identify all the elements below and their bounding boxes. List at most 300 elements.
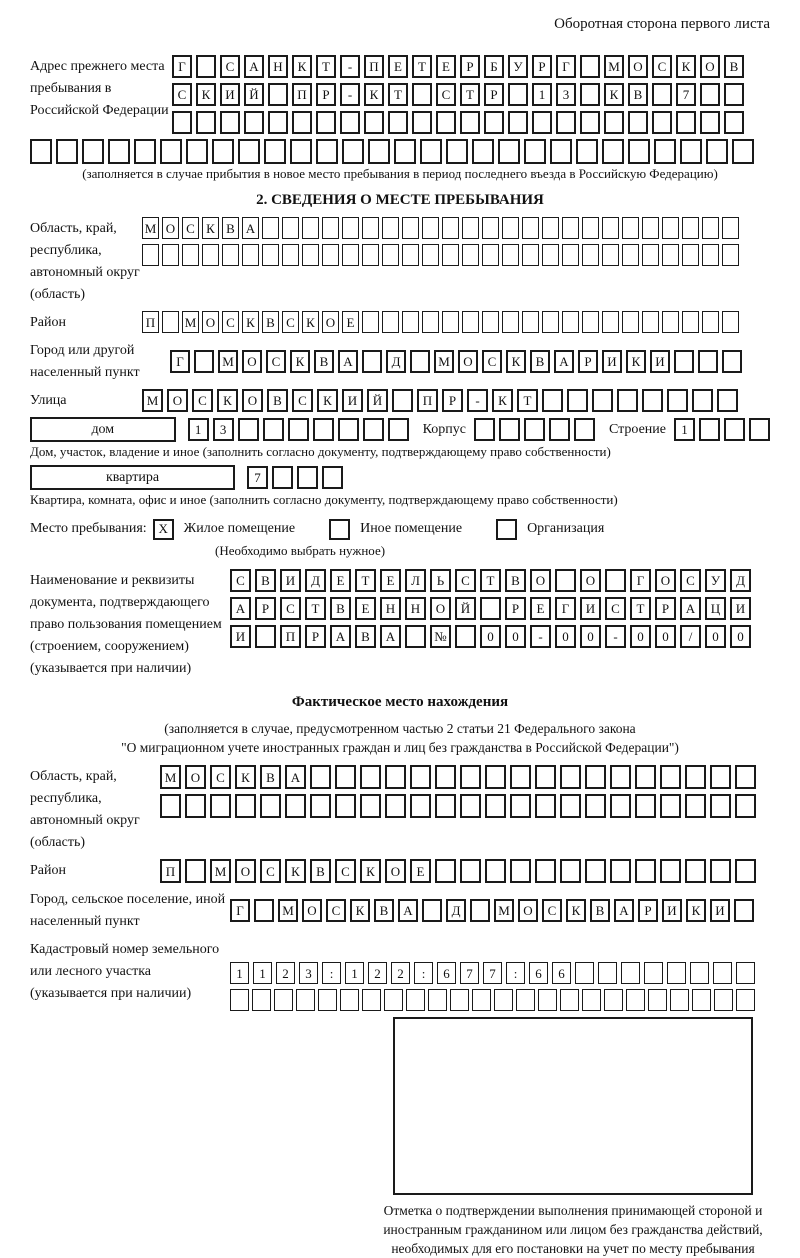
char-cell[interactable]	[264, 139, 286, 164]
char-cell[interactable]	[435, 765, 456, 789]
char-cell[interactable]	[230, 989, 249, 1011]
char-cell[interactable]: 6	[552, 962, 571, 984]
char-cell[interactable]: В	[590, 899, 610, 922]
house-number-row[interactable]	[188, 418, 409, 441]
cadastral-row2[interactable]	[230, 989, 755, 1011]
char-cell[interactable]: О	[167, 389, 188, 412]
char-cell[interactable]: А	[285, 765, 306, 789]
char-cell[interactable]	[162, 244, 179, 266]
char-cell[interactable]	[82, 139, 104, 164]
char-cell[interactable]	[196, 111, 216, 134]
char-cell[interactable]	[622, 244, 639, 266]
char-cell[interactable]	[446, 139, 468, 164]
char-cell[interactable]	[498, 139, 520, 164]
char-cell[interactable]	[412, 111, 432, 134]
char-cell[interactable]: Г	[555, 597, 576, 620]
char-cell[interactable]	[238, 139, 260, 164]
char-cell[interactable]	[235, 794, 256, 818]
char-cell[interactable]	[560, 765, 581, 789]
char-cell[interactable]: Т	[316, 55, 336, 78]
char-cell[interactable]: С	[230, 569, 251, 592]
char-cell[interactable]	[410, 794, 431, 818]
char-cell[interactable]	[685, 765, 706, 789]
char-cell[interactable]: С	[455, 569, 476, 592]
char-cell[interactable]	[363, 418, 384, 441]
char-cell[interactable]	[282, 244, 299, 266]
char-cell[interactable]	[562, 311, 579, 333]
char-cell[interactable]: Р	[484, 83, 504, 106]
char-cell[interactable]	[422, 899, 442, 922]
char-cell[interactable]: М	[218, 350, 238, 373]
region-row1[interactable]	[142, 217, 739, 239]
char-cell[interactable]: Г	[172, 55, 192, 78]
char-cell[interactable]: 1	[188, 418, 209, 441]
char-cell[interactable]: В	[222, 217, 239, 239]
char-cell[interactable]: Е	[530, 597, 551, 620]
char-cell[interactable]: К	[217, 389, 238, 412]
char-cell[interactable]: Е	[342, 311, 359, 333]
char-cell[interactable]	[549, 418, 570, 441]
char-cell[interactable]	[340, 111, 360, 134]
char-cell[interactable]: Т	[630, 597, 651, 620]
char-cell[interactable]	[322, 244, 339, 266]
char-cell[interactable]: 1	[253, 962, 272, 984]
char-cell[interactable]: С	[605, 597, 626, 620]
char-cell[interactable]: М	[142, 389, 163, 412]
char-cell[interactable]	[698, 350, 718, 373]
char-cell[interactable]	[575, 962, 594, 984]
char-cell[interactable]	[364, 111, 384, 134]
char-cell[interactable]	[602, 217, 619, 239]
char-cell[interactable]	[290, 139, 312, 164]
char-cell[interactable]	[162, 311, 179, 333]
char-cell[interactable]: В	[310, 859, 331, 883]
char-cell[interactable]	[382, 217, 399, 239]
char-cell[interactable]: :	[414, 962, 433, 984]
char-cell[interactable]: А	[242, 217, 259, 239]
char-cell[interactable]: С	[542, 899, 562, 922]
char-cell[interactable]: А	[330, 625, 351, 648]
char-cell[interactable]: С	[335, 859, 356, 883]
char-cell[interactable]	[412, 83, 432, 106]
char-cell[interactable]: К	[566, 899, 586, 922]
char-cell[interactable]: А	[230, 597, 251, 620]
char-cell[interactable]: Е	[410, 859, 431, 883]
char-cell[interactable]: М	[278, 899, 298, 922]
char-cell[interactable]: К	[302, 311, 319, 333]
char-cell[interactable]	[186, 139, 208, 164]
char-cell[interactable]: Е	[436, 55, 456, 78]
district-row[interactable]	[142, 311, 739, 333]
char-cell[interactable]: 7	[460, 962, 479, 984]
char-cell[interactable]	[360, 794, 381, 818]
char-cell[interactable]: В	[530, 350, 550, 373]
char-cell[interactable]: О	[242, 389, 263, 412]
char-cell[interactable]	[556, 111, 576, 134]
char-cell[interactable]	[462, 244, 479, 266]
char-cell[interactable]: К	[506, 350, 526, 373]
char-cell[interactable]	[285, 794, 306, 818]
char-cell[interactable]	[482, 244, 499, 266]
char-cell[interactable]: Р	[532, 55, 552, 78]
char-cell[interactable]	[185, 859, 206, 883]
char-cell[interactable]	[522, 217, 539, 239]
char-cell[interactable]	[542, 244, 559, 266]
char-cell[interactable]	[502, 244, 519, 266]
char-cell[interactable]: О	[530, 569, 551, 592]
char-cell[interactable]	[676, 111, 696, 134]
char-cell[interactable]	[706, 139, 728, 164]
char-cell[interactable]	[662, 311, 679, 333]
char-cell[interactable]	[644, 962, 663, 984]
char-cell[interactable]	[700, 111, 720, 134]
char-cell[interactable]	[410, 765, 431, 789]
char-cell[interactable]	[499, 418, 520, 441]
char-cell[interactable]	[322, 466, 343, 489]
char-cell[interactable]	[482, 311, 499, 333]
char-cell[interactable]	[302, 244, 319, 266]
region-row2[interactable]	[142, 244, 739, 266]
char-cell[interactable]: Ц	[705, 597, 726, 620]
char-cell[interactable]	[522, 311, 539, 333]
char-cell[interactable]	[724, 83, 744, 106]
char-cell[interactable]	[682, 311, 699, 333]
char-cell[interactable]	[474, 418, 495, 441]
char-cell[interactable]: И	[342, 389, 363, 412]
char-cell[interactable]	[580, 55, 600, 78]
char-cell[interactable]: М	[210, 859, 231, 883]
char-cell[interactable]	[442, 217, 459, 239]
char-cell[interactable]: О	[302, 899, 322, 922]
char-cell[interactable]	[667, 962, 686, 984]
confirmation-stamp-box[interactable]	[393, 1017, 753, 1195]
char-cell[interactable]	[362, 989, 381, 1011]
char-cell[interactable]	[508, 111, 528, 134]
char-cell[interactable]	[749, 418, 770, 441]
char-cell[interactable]	[268, 111, 288, 134]
char-cell[interactable]	[516, 989, 535, 1011]
char-cell[interactable]	[435, 859, 456, 883]
char-cell[interactable]	[460, 794, 481, 818]
char-cell[interactable]: О	[518, 899, 538, 922]
char-cell[interactable]: Е	[388, 55, 408, 78]
char-cell[interactable]: О	[628, 55, 648, 78]
char-cell[interactable]: В	[355, 625, 376, 648]
char-cell[interactable]	[502, 311, 519, 333]
char-cell[interactable]	[580, 83, 600, 106]
char-cell[interactable]	[313, 418, 334, 441]
char-cell[interactable]	[576, 139, 598, 164]
char-cell[interactable]: К	[202, 217, 219, 239]
char-cell[interactable]: К	[290, 350, 310, 373]
char-cell[interactable]: Р	[655, 597, 676, 620]
char-cell[interactable]: Г	[230, 899, 250, 922]
char-cell[interactable]: И	[220, 83, 240, 106]
char-cell[interactable]	[196, 55, 216, 78]
char-cell[interactable]: 3	[213, 418, 234, 441]
char-cell[interactable]: Л	[405, 569, 426, 592]
char-cell[interactable]	[262, 217, 279, 239]
fact-city-row[interactable]	[230, 899, 754, 922]
char-cell[interactable]	[538, 989, 557, 1011]
char-cell[interactable]	[622, 217, 639, 239]
char-cell[interactable]	[580, 111, 600, 134]
char-cell[interactable]	[297, 466, 318, 489]
char-cell[interactable]	[670, 989, 689, 1011]
char-cell[interactable]	[682, 244, 699, 266]
char-cell[interactable]: Е	[330, 569, 351, 592]
char-cell[interactable]: И	[710, 899, 730, 922]
char-cell[interactable]	[736, 962, 755, 984]
char-cell[interactable]: М	[142, 217, 159, 239]
char-cell[interactable]	[560, 989, 579, 1011]
char-cell[interactable]: А	[398, 899, 418, 922]
char-cell[interactable]: Р	[578, 350, 598, 373]
char-cell[interactable]	[574, 418, 595, 441]
char-cell[interactable]: 1	[230, 962, 249, 984]
char-cell[interactable]	[734, 899, 754, 922]
char-cell[interactable]	[604, 111, 624, 134]
char-cell[interactable]: 3	[299, 962, 318, 984]
char-cell[interactable]	[610, 859, 631, 883]
char-cell[interactable]	[316, 139, 338, 164]
char-cell[interactable]	[617, 389, 638, 412]
char-cell[interactable]	[560, 794, 581, 818]
char-cell[interactable]	[428, 989, 447, 1011]
char-cell[interactable]	[524, 139, 546, 164]
char-cell[interactable]: О	[185, 765, 206, 789]
char-cell[interactable]: С	[482, 350, 502, 373]
char-cell[interactable]: 7	[676, 83, 696, 106]
char-cell[interactable]: В	[628, 83, 648, 106]
char-cell[interactable]	[322, 217, 339, 239]
char-cell[interactable]	[185, 794, 206, 818]
char-cell[interactable]	[450, 989, 469, 1011]
char-cell[interactable]	[662, 217, 679, 239]
char-cell[interactable]: Н	[405, 597, 426, 620]
char-cell[interactable]: А	[554, 350, 574, 373]
char-cell[interactable]	[342, 217, 359, 239]
char-cell[interactable]: В	[724, 55, 744, 78]
char-cell[interactable]	[628, 139, 650, 164]
char-cell[interactable]: С	[652, 55, 672, 78]
char-cell[interactable]: К	[626, 350, 646, 373]
char-cell[interactable]: В	[314, 350, 334, 373]
char-cell[interactable]	[292, 111, 312, 134]
char-cell[interactable]	[605, 569, 626, 592]
char-cell[interactable]: К	[364, 83, 384, 106]
char-cell[interactable]: О	[202, 311, 219, 333]
char-cell[interactable]: 3	[556, 83, 576, 106]
prev-address-row2[interactable]	[172, 83, 744, 106]
char-cell[interactable]: О	[162, 217, 179, 239]
char-cell[interactable]	[642, 311, 659, 333]
char-cell[interactable]: П	[160, 859, 181, 883]
char-cell[interactable]	[510, 765, 531, 789]
char-cell[interactable]	[667, 389, 688, 412]
char-cell[interactable]	[242, 244, 259, 266]
char-cell[interactable]: О	[655, 569, 676, 592]
char-cell[interactable]	[210, 794, 231, 818]
char-cell[interactable]	[410, 350, 430, 373]
char-cell[interactable]: Т	[517, 389, 538, 412]
char-cell[interactable]	[592, 389, 613, 412]
char-cell[interactable]	[585, 859, 606, 883]
char-cell[interactable]: 1	[674, 418, 695, 441]
char-cell[interactable]	[288, 418, 309, 441]
char-cell[interactable]	[388, 418, 409, 441]
char-cell[interactable]	[562, 217, 579, 239]
char-cell[interactable]	[621, 962, 640, 984]
char-cell[interactable]: Д	[386, 350, 406, 373]
char-cell[interactable]: С	[280, 597, 301, 620]
char-cell[interactable]	[685, 859, 706, 883]
prev-address-row1[interactable]	[172, 55, 744, 78]
char-cell[interactable]	[692, 989, 711, 1011]
char-cell[interactable]	[335, 794, 356, 818]
char-cell[interactable]: И	[650, 350, 670, 373]
char-cell[interactable]: К	[292, 55, 312, 78]
char-cell[interactable]: С	[326, 899, 346, 922]
char-cell[interactable]: 0	[705, 625, 726, 648]
char-cell[interactable]	[535, 794, 556, 818]
char-cell[interactable]	[108, 139, 130, 164]
char-cell[interactable]: И	[602, 350, 622, 373]
char-cell[interactable]	[510, 794, 531, 818]
char-cell[interactable]: И	[662, 899, 682, 922]
char-cell[interactable]	[585, 794, 606, 818]
char-cell[interactable]	[405, 625, 426, 648]
char-cell[interactable]: 0	[630, 625, 651, 648]
char-cell[interactable]: К	[317, 389, 338, 412]
char-cell[interactable]: 0	[480, 625, 501, 648]
char-cell[interactable]	[255, 625, 276, 648]
char-cell[interactable]	[713, 962, 732, 984]
char-cell[interactable]	[460, 111, 480, 134]
char-cell[interactable]	[274, 989, 293, 1011]
char-cell[interactable]	[524, 418, 545, 441]
char-cell[interactable]: К	[492, 389, 513, 412]
char-cell[interactable]	[462, 311, 479, 333]
char-cell[interactable]	[682, 217, 699, 239]
char-cell[interactable]: В	[260, 765, 281, 789]
checkbox-other-premises[interactable]	[329, 519, 350, 540]
char-cell[interactable]	[394, 139, 416, 164]
char-cell[interactable]: П	[364, 55, 384, 78]
char-cell[interactable]: Г	[556, 55, 576, 78]
char-cell[interactable]	[296, 989, 315, 1011]
char-cell[interactable]: К	[350, 899, 370, 922]
char-cell[interactable]: Г	[630, 569, 651, 592]
char-cell[interactable]	[302, 217, 319, 239]
char-cell[interactable]	[470, 899, 490, 922]
char-cell[interactable]	[717, 389, 738, 412]
char-cell[interactable]	[362, 311, 379, 333]
char-cell[interactable]	[710, 765, 731, 789]
char-cell[interactable]	[482, 217, 499, 239]
char-cell[interactable]: Б	[484, 55, 504, 78]
char-cell[interactable]: К	[242, 311, 259, 333]
char-cell[interactable]: О	[580, 569, 601, 592]
char-cell[interactable]	[392, 389, 413, 412]
char-cell[interactable]	[610, 794, 631, 818]
char-cell[interactable]: У	[705, 569, 726, 592]
char-cell[interactable]	[635, 859, 656, 883]
char-cell[interactable]	[628, 111, 648, 134]
char-cell[interactable]	[388, 111, 408, 134]
char-cell[interactable]: Р	[255, 597, 276, 620]
char-cell[interactable]: Е	[355, 597, 376, 620]
char-cell[interactable]	[602, 244, 619, 266]
char-cell[interactable]	[362, 350, 382, 373]
char-cell[interactable]: -	[605, 625, 626, 648]
char-cell[interactable]: О	[700, 55, 720, 78]
char-cell[interactable]	[642, 244, 659, 266]
cadastral-row1[interactable]	[230, 962, 755, 984]
char-cell[interactable]: -	[530, 625, 551, 648]
char-cell[interactable]	[134, 139, 156, 164]
char-cell[interactable]	[635, 794, 656, 818]
char-cell[interactable]: Т	[412, 55, 432, 78]
char-cell[interactable]	[724, 418, 745, 441]
char-cell[interactable]: К	[285, 859, 306, 883]
char-cell[interactable]	[160, 139, 182, 164]
char-cell[interactable]	[422, 217, 439, 239]
char-cell[interactable]: У	[508, 55, 528, 78]
char-cell[interactable]	[442, 311, 459, 333]
char-cell[interactable]	[582, 311, 599, 333]
char-cell[interactable]	[472, 989, 491, 1011]
char-cell[interactable]	[660, 765, 681, 789]
char-cell[interactable]	[674, 350, 694, 373]
char-cell[interactable]: П	[142, 311, 159, 333]
char-cell[interactable]: Д	[305, 569, 326, 592]
char-cell[interactable]	[436, 111, 456, 134]
char-cell[interactable]: А	[338, 350, 358, 373]
char-cell[interactable]	[340, 989, 359, 1011]
street-row[interactable]	[142, 389, 738, 412]
char-cell[interactable]	[610, 765, 631, 789]
char-cell[interactable]	[602, 139, 624, 164]
char-cell[interactable]	[660, 859, 681, 883]
char-cell[interactable]: 7	[483, 962, 502, 984]
char-cell[interactable]: Д	[446, 899, 466, 922]
char-cell[interactable]: Ь	[430, 569, 451, 592]
char-cell[interactable]: :	[322, 962, 341, 984]
char-cell[interactable]	[626, 989, 645, 1011]
char-cell[interactable]	[360, 765, 381, 789]
fact-region-row1[interactable]	[160, 765, 756, 789]
char-cell[interactable]	[318, 989, 337, 1011]
char-cell[interactable]	[690, 962, 709, 984]
char-cell[interactable]: К	[235, 765, 256, 789]
char-cell[interactable]	[442, 244, 459, 266]
char-cell[interactable]: И	[580, 597, 601, 620]
char-cell[interactable]	[362, 244, 379, 266]
char-cell[interactable]	[732, 139, 754, 164]
char-cell[interactable]: П	[292, 83, 312, 106]
char-cell[interactable]	[710, 859, 731, 883]
char-cell[interactable]: 2	[368, 962, 387, 984]
char-cell[interactable]	[702, 311, 719, 333]
char-cell[interactable]: А	[680, 597, 701, 620]
char-cell[interactable]: 2	[391, 962, 410, 984]
document-row3[interactable]	[230, 625, 751, 648]
fact-region-row2[interactable]	[160, 794, 756, 818]
char-cell[interactable]: -	[340, 83, 360, 106]
char-cell[interactable]	[420, 139, 442, 164]
char-cell[interactable]	[160, 794, 181, 818]
